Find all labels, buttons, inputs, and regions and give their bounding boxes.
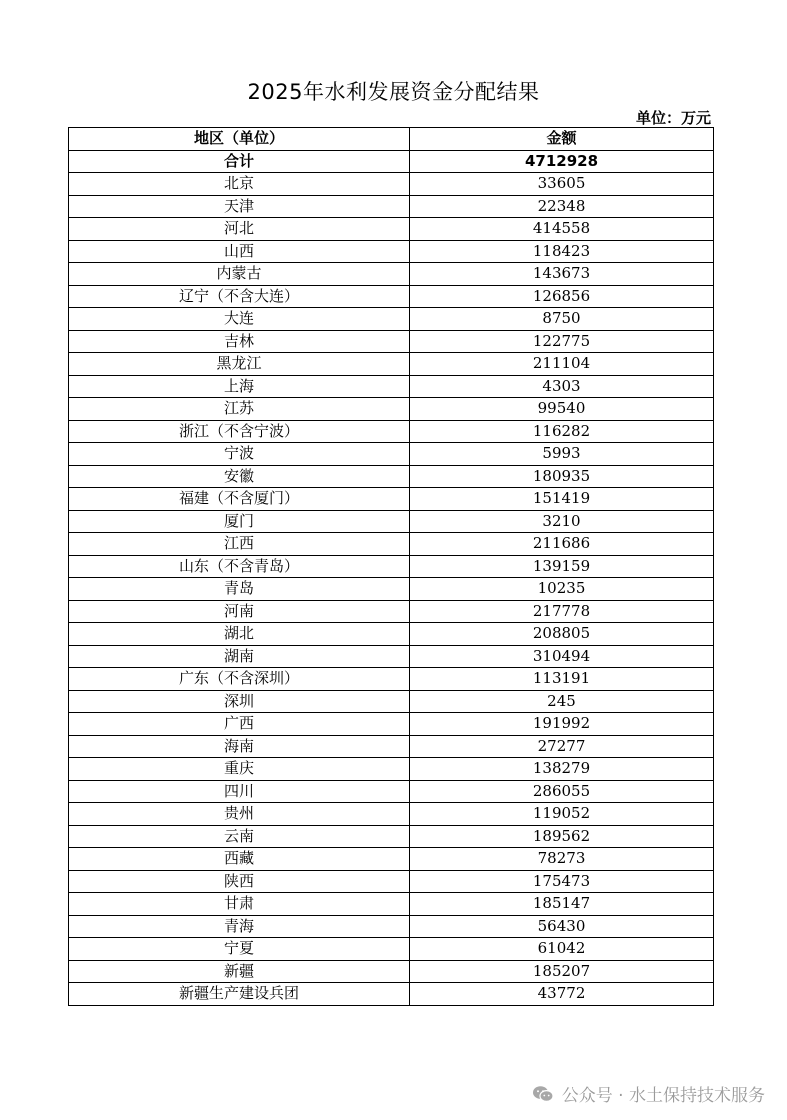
region-cell: 北京 (69, 173, 410, 196)
table-row (69, 330, 714, 353)
region-cell: 西藏 (69, 848, 410, 871)
table-row (69, 803, 714, 826)
region-cell: 陕西 (69, 870, 410, 893)
amount-cell: 22348 (410, 195, 714, 218)
amount-cell: 78273 (410, 848, 714, 871)
region-cell: 厦门 (69, 510, 410, 533)
region-cell: 广东（不含深圳） (69, 668, 410, 691)
amount-cell: 208805 (410, 623, 714, 646)
table-row (69, 690, 714, 713)
table-row (69, 893, 714, 916)
amount-cell: 189562 (410, 825, 714, 848)
region-cell: 湖北 (69, 623, 410, 646)
table-row (69, 645, 714, 668)
region-cell: 浙江（不含宁波） (69, 420, 410, 443)
amount-cell: 122775 (410, 330, 714, 353)
table-row (69, 983, 714, 1006)
table-row (69, 240, 714, 263)
region-cell: 内蒙古 (69, 263, 410, 286)
table-row (69, 780, 714, 803)
header-region: 地区（单位） (69, 128, 410, 151)
amount-cell: 414558 (410, 218, 714, 241)
table-row (69, 443, 714, 466)
amount-cell: 138279 (410, 758, 714, 781)
amount-cell: 56430 (410, 915, 714, 938)
amount-cell: 185207 (410, 960, 714, 983)
table-row (69, 420, 714, 443)
table-row (69, 915, 714, 938)
table-row (69, 938, 714, 961)
region-cell: 新疆 (69, 960, 410, 983)
amount-cell: 113191 (410, 668, 714, 691)
table-row (69, 195, 714, 218)
table-row (69, 735, 714, 758)
region-cell: 深圳 (69, 690, 410, 713)
region-cell: 甘肃 (69, 893, 410, 916)
amount-cell: 185147 (410, 893, 714, 916)
region-cell: 上海 (69, 375, 410, 398)
region-cell: 安徽 (69, 465, 410, 488)
amount-cell: 286055 (410, 780, 714, 803)
total-amount: 4712928 (410, 150, 714, 173)
region-cell: 青海 (69, 915, 410, 938)
watermark-text: 公众号 · 水土保持技术服务 (561, 1086, 765, 1106)
table-row (69, 285, 714, 308)
region-cell: 云南 (69, 825, 410, 848)
amount-cell: 99540 (410, 398, 714, 421)
region-cell: 新疆生产建设兵团 (69, 983, 410, 1006)
table-row (69, 623, 714, 646)
region-cell: 广西 (69, 713, 410, 736)
amount-cell: 310494 (410, 645, 714, 668)
amount-cell: 151419 (410, 488, 714, 511)
amount-cell: 4303 (410, 375, 714, 398)
region-cell: 辽宁（不含大连） (69, 285, 410, 308)
region-cell: 大连 (69, 308, 410, 331)
table-row (69, 465, 714, 488)
table-row (69, 353, 714, 376)
table-row (69, 533, 714, 556)
table-row (69, 375, 714, 398)
table-row (69, 713, 714, 736)
amount-cell: 245 (410, 690, 714, 713)
amount-cell: 180935 (410, 465, 714, 488)
amount-cell: 211686 (410, 533, 714, 556)
table-row (69, 510, 714, 533)
region-cell: 青岛 (69, 578, 410, 601)
table-row (69, 668, 714, 691)
table-row (69, 488, 714, 511)
amount-cell: 27277 (410, 735, 714, 758)
table-row (69, 308, 714, 331)
region-cell: 福建（不含厦门） (69, 488, 410, 511)
page-title: 2025年水利发展资金分配结果 (247, 80, 540, 104)
total-label: 合计 (69, 150, 410, 173)
table-row (69, 600, 714, 623)
table-row (69, 870, 714, 893)
region-cell: 山东（不含青岛） (69, 555, 410, 578)
region-cell: 湖南 (69, 645, 410, 668)
region-cell: 贵州 (69, 803, 410, 826)
region-cell: 海南 (69, 735, 410, 758)
region-cell: 天津 (69, 195, 410, 218)
region-cell: 江苏 (69, 398, 410, 421)
allocation-table (68, 127, 714, 1006)
region-cell: 河北 (69, 218, 410, 241)
table-row (69, 555, 714, 578)
region-cell: 黑龙江 (69, 353, 410, 376)
region-cell: 江西 (69, 533, 410, 556)
table-row (69, 218, 714, 241)
table-row (69, 263, 714, 286)
amount-cell: 126856 (410, 285, 714, 308)
amount-cell: 139159 (410, 555, 714, 578)
amount-cell: 118423 (410, 240, 714, 263)
unit-label: 单位：万元 (635, 109, 711, 127)
region-cell: 吉林 (69, 330, 410, 353)
region-cell: 重庆 (69, 758, 410, 781)
amount-cell: 175473 (410, 870, 714, 893)
table-row (69, 758, 714, 781)
amount-cell: 10235 (410, 578, 714, 601)
header-amount: 金额 (410, 128, 714, 151)
region-cell: 四川 (69, 780, 410, 803)
table-row (69, 825, 714, 848)
amount-cell: 116282 (410, 420, 714, 443)
total-row (69, 150, 714, 173)
amount-cell: 191992 (410, 713, 714, 736)
amount-cell: 3210 (410, 510, 714, 533)
table-row (69, 398, 714, 421)
region-cell: 宁波 (69, 443, 410, 466)
region-cell: 河南 (69, 600, 410, 623)
region-cell: 宁夏 (69, 938, 410, 961)
amount-cell: 211104 (410, 353, 714, 376)
amount-cell: 43772 (410, 983, 714, 1006)
amount-cell: 119052 (410, 803, 714, 826)
amount-cell: 33605 (410, 173, 714, 196)
wechat-icon (532, 1085, 554, 1103)
amount-cell: 8750 (410, 308, 714, 331)
region-cell: 山西 (69, 240, 410, 263)
table-header-row (69, 128, 714, 151)
watermark (532, 1081, 765, 1106)
table-row (69, 848, 714, 871)
amount-cell: 143673 (410, 263, 714, 286)
table-row (69, 578, 714, 601)
table-row (69, 173, 714, 196)
amount-cell: 217778 (410, 600, 714, 623)
amount-cell: 5993 (410, 443, 714, 466)
amount-cell: 61042 (410, 938, 714, 961)
table-row (69, 960, 714, 983)
